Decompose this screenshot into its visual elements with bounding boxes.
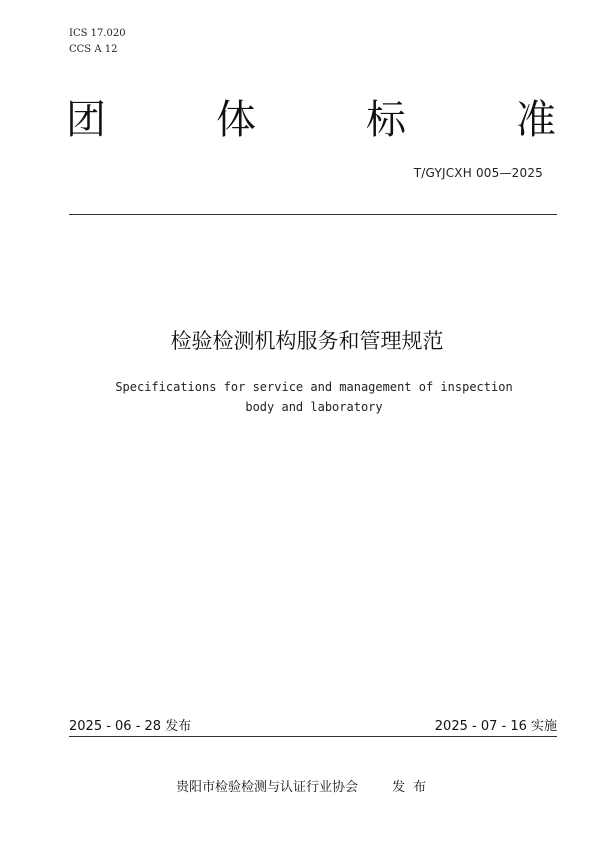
- ccs-code: CCS A 12: [69, 44, 118, 55]
- english-title-line-1: Specifications for service and management of inspection: [115, 380, 513, 394]
- standard-type-char: 团: [66, 97, 106, 143]
- bottom-divider: [69, 736, 557, 737]
- document-title-english: [0, 377, 600, 417]
- ics-code: ICS 17.020: [69, 28, 126, 39]
- top-divider: [69, 214, 557, 215]
- standard-type-title: [66, 96, 556, 144]
- standard-type-char: 准: [516, 97, 556, 143]
- standard-type-char: 标: [366, 97, 406, 143]
- english-title-line-2: body and laboratory: [245, 400, 383, 414]
- issue-date: 2025 - 06 - 28 发布: [69, 719, 192, 734]
- publisher-action: 发布: [392, 780, 435, 795]
- standard-code: T/GYJCXH 005—2025: [413, 166, 543, 180]
- standard-type-char: 体: [216, 97, 256, 143]
- publisher: [176, 776, 434, 795]
- effective-date: 2025 - 07 - 16 实施: [434, 719, 557, 734]
- publisher-organization: 贵阳市检验检测与认证行业协会: [176, 780, 359, 795]
- document-title-chinese: 检验检测机构服务和管理规范: [170, 329, 444, 353]
